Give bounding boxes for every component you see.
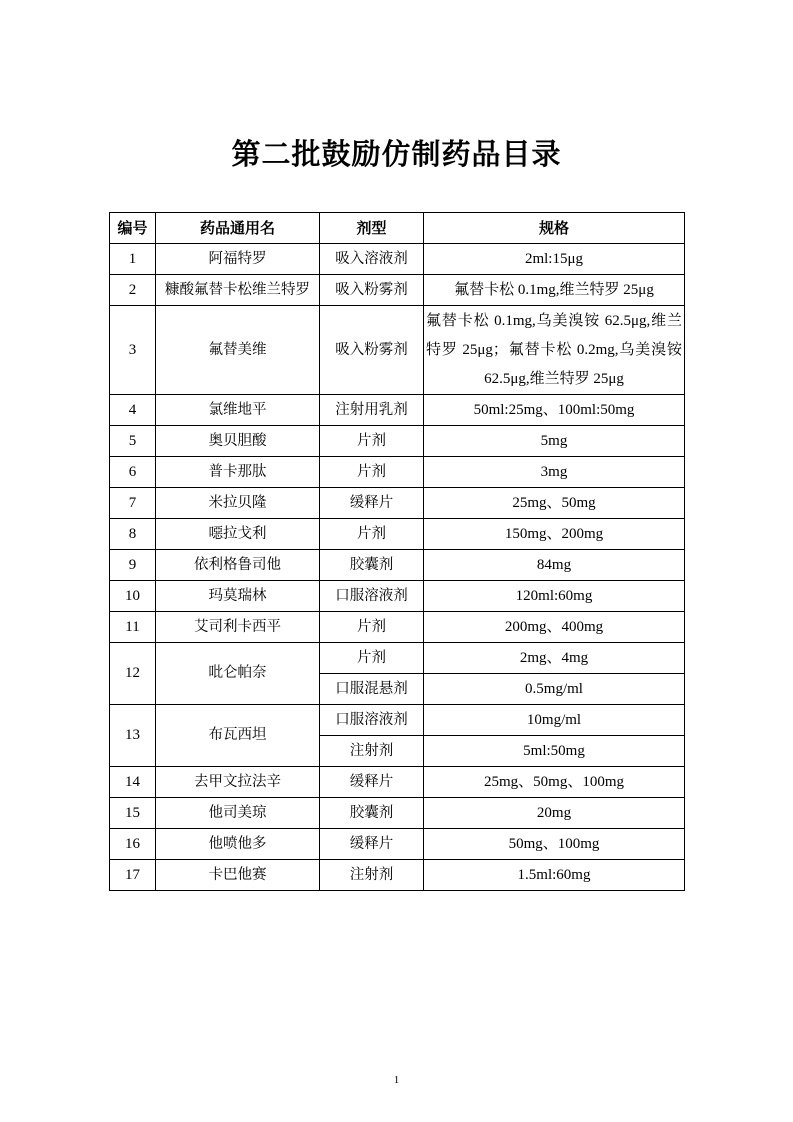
row-number: 16	[110, 829, 156, 860]
specification: 2ml:15μg	[424, 244, 685, 275]
specification: 氟替卡松 0.1mg,维兰特罗 25μg	[424, 275, 685, 306]
row-number: 7	[110, 488, 156, 519]
table-row	[110, 244, 685, 275]
drug-generic-name: 吡仑帕奈	[156, 643, 320, 705]
row-number: 2	[110, 275, 156, 306]
table-row	[110, 860, 685, 891]
row-number: 6	[110, 457, 156, 488]
specification: 20mg	[424, 798, 685, 829]
table-row	[110, 275, 685, 306]
table-row	[110, 829, 685, 860]
dosage-form: 注射用乳剂	[320, 395, 424, 426]
header-dosage-form: 剂型	[320, 213, 424, 244]
row-number: 9	[110, 550, 156, 581]
table-row	[110, 306, 685, 395]
dosage-form: 胶囊剂	[320, 798, 424, 829]
specification: 25mg、50mg	[424, 488, 685, 519]
row-number: 11	[110, 612, 156, 643]
table-row	[110, 767, 685, 798]
row-number: 4	[110, 395, 156, 426]
specification: 84mg	[424, 550, 685, 581]
drug-generic-name: 氟替美维	[156, 306, 320, 395]
dosage-form: 胶囊剂	[320, 550, 424, 581]
table-row	[110, 581, 685, 612]
row-number: 1	[110, 244, 156, 275]
table-row	[110, 643, 685, 674]
row-number: 17	[110, 860, 156, 891]
row-number: 8	[110, 519, 156, 550]
dosage-form: 口服溶液剂	[320, 705, 424, 736]
dosage-form: 片剂	[320, 643, 424, 674]
table-header-row	[110, 213, 685, 244]
drug-generic-name: 艾司利卡西平	[156, 612, 320, 643]
dosage-form: 缓释片	[320, 829, 424, 860]
header-number: 编号	[110, 213, 156, 244]
row-number: 12	[110, 643, 156, 705]
row-number: 3	[110, 306, 156, 395]
drug-generic-name: 普卡那肽	[156, 457, 320, 488]
table-row	[110, 705, 685, 736]
drug-generic-name: 米拉贝隆	[156, 488, 320, 519]
drug-generic-name: 噁拉戈利	[156, 519, 320, 550]
dosage-form: 缓释片	[320, 767, 424, 798]
table-row	[110, 519, 685, 550]
row-number: 5	[110, 426, 156, 457]
dosage-form: 吸入溶液剂	[320, 244, 424, 275]
specification: 5mg	[424, 426, 685, 457]
drug-generic-name: 氯维地平	[156, 395, 320, 426]
specification: 120ml:60mg	[424, 581, 685, 612]
drug-generic-name: 他喷他多	[156, 829, 320, 860]
table-body	[110, 244, 685, 891]
page-title: 第二批鼓励仿制药品目录	[231, 137, 562, 171]
row-number: 13	[110, 705, 156, 767]
specification: 0.5mg/ml	[424, 674, 685, 705]
dosage-form: 片剂	[320, 612, 424, 643]
specification: 50mg、100mg	[424, 829, 685, 860]
specification: 200mg、400mg	[424, 612, 685, 643]
dosage-form: 缓释片	[320, 488, 424, 519]
header-generic-name: 药品通用名	[156, 213, 320, 244]
dosage-form: 吸入粉雾剂	[320, 306, 424, 395]
row-number: 10	[110, 581, 156, 612]
row-number: 14	[110, 767, 156, 798]
dosage-form: 注射剂	[320, 860, 424, 891]
drug-generic-name: 去甲文拉法辛	[156, 767, 320, 798]
table-row	[110, 488, 685, 519]
drug-generic-name: 阿福特罗	[156, 244, 320, 275]
drug-generic-name: 他司美琼	[156, 798, 320, 829]
table-row	[110, 457, 685, 488]
dosage-form: 片剂	[320, 457, 424, 488]
dosage-form: 吸入粉雾剂	[320, 275, 424, 306]
dosage-form: 注射剂	[320, 736, 424, 767]
specification: 150mg、200mg	[424, 519, 685, 550]
specification: 50ml:25mg、100ml:50mg	[424, 395, 685, 426]
specification: 10mg/ml	[424, 705, 685, 736]
dosage-form: 片剂	[320, 519, 424, 550]
drug-generic-name: 奥贝胆酸	[156, 426, 320, 457]
page-number: 1	[393, 1074, 400, 1086]
drug-generic-name: 卡巴他赛	[156, 860, 320, 891]
table-row	[110, 798, 685, 829]
drug-generic-name: 依利格鲁司他	[156, 550, 320, 581]
table-row	[110, 550, 685, 581]
specification: 2mg、4mg	[424, 643, 685, 674]
drug-generic-name: 糠酸氟替卡松维兰特罗	[156, 275, 320, 306]
table-row	[110, 426, 685, 457]
drug-catalog-table	[109, 212, 685, 891]
row-number: 15	[110, 798, 156, 829]
header-specification: 规格	[424, 213, 685, 244]
drug-generic-name: 玛莫瑞林	[156, 581, 320, 612]
specification: 3mg	[424, 457, 685, 488]
specification: 25mg、50mg、100mg	[424, 767, 685, 798]
dosage-form: 口服混悬剂	[320, 674, 424, 705]
drug-generic-name: 布瓦西坦	[156, 705, 320, 767]
dosage-form: 片剂	[320, 426, 424, 457]
specification: 5ml:50mg	[424, 736, 685, 767]
dosage-form: 口服溶液剂	[320, 581, 424, 612]
table-row	[110, 612, 685, 643]
specification: 1.5ml:60mg	[424, 860, 685, 891]
specification: 氟替卡松 0.1mg,乌美溴铵 62.5μg,维兰特罗 25μg；氟替卡松 0.2mg,乌美溴铵 62.5μg,维兰特罗 25μg	[424, 306, 685, 395]
table-row	[110, 395, 685, 426]
